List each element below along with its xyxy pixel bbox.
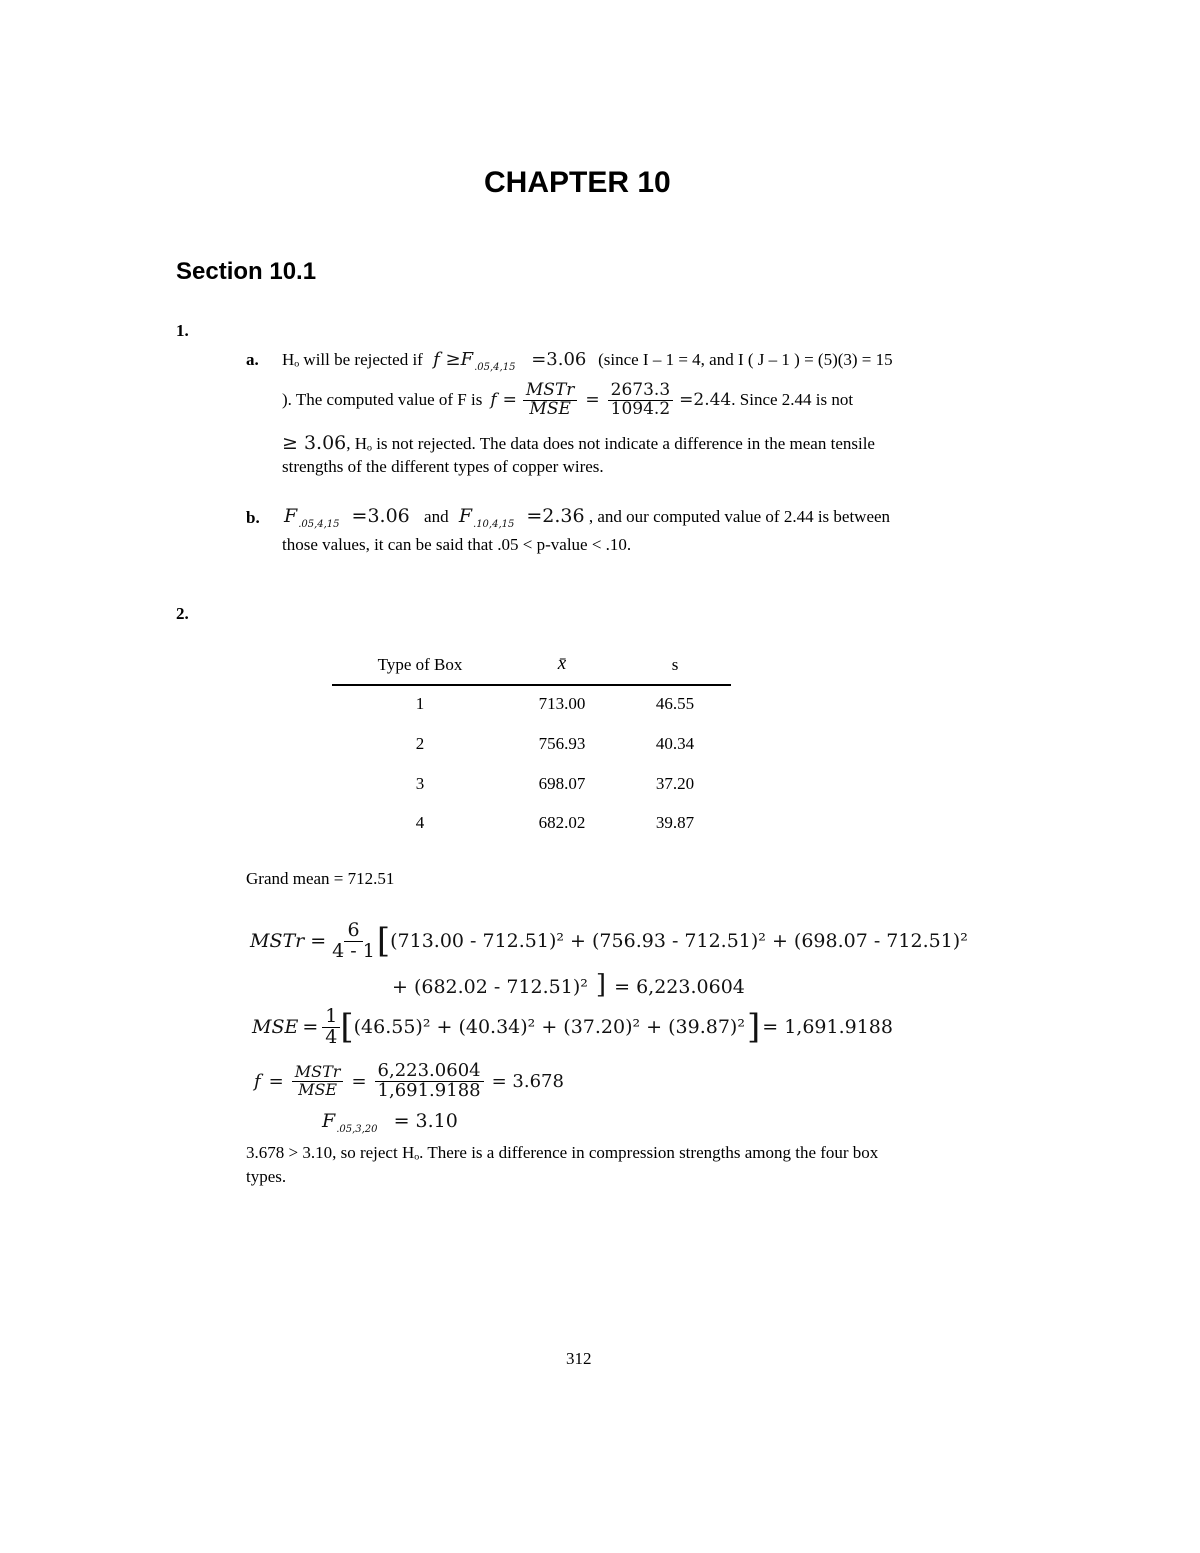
- mse-result: = 1,691.9188: [762, 1016, 893, 1038]
- ge-3-06: ≥ 3.06: [282, 432, 347, 454]
- problem-1a-text2: (since I – 1 = 4, and I ( J – 1 ) = (5)(3) = 15: [598, 350, 893, 369]
- table-cell-type: 3: [415, 774, 425, 793]
- table-cell-mean: 756.93: [538, 734, 586, 753]
- problem-1a-text3: ). The computed value of F is: [282, 390, 483, 409]
- problem-1a-text4: . Since 2.44 is not: [731, 390, 854, 409]
- table-cell-type: 1: [415, 694, 425, 713]
- problem-1b-text2: those values, it can be said that .05 < p-value < .10.: [282, 535, 632, 554]
- problem-1a-label: a.: [246, 350, 259, 369]
- problem-2-number: 2.: [176, 604, 189, 623]
- mstr-equation-line1: MSTr = $\frac{6}{4 - 1}$ [ (713.00 - 712.51)² + (756.93 - 712.51)² + (698.07 - 712.51)²: [250, 918, 968, 962]
- mstr-equation-line2: + (682.02 - 712.51)² ] = 6,223.0604: [392, 970, 745, 1000]
- chapter-title: CHAPTER 10: [484, 166, 671, 199]
- problem-1a-line3: [282, 432, 875, 455]
- problem-1a-line2: [282, 375, 853, 425]
- table-cell-s: 37.20: [655, 774, 695, 793]
- mstr-result: = 6,223.0604: [614, 976, 745, 998]
- problem-1a-text5: , Hₒ is not rejected. The data does not indicate a difference in the mean tensile: [346, 434, 875, 453]
- table-cell-s: 46.55: [655, 694, 695, 713]
- f-equation: f = $\frac{\text{MSTr}}{\text{MSE}}$ = $\frac{6,223.0604}{1,691.9188}$ = 3.678: [254, 1059, 564, 1101]
- problem-1a-text1: Hₒ will be rejected if: [282, 350, 423, 369]
- problem-1b-line1: [284, 505, 890, 536]
- table-cell-mean: 713.00: [538, 694, 586, 713]
- table-header-s: s: [671, 655, 679, 674]
- grand-mean: Grand mean = 712.51: [246, 869, 395, 888]
- problem-1-number: 1.: [176, 321, 189, 340]
- computed-f-equation: f = $\frac{\text{MSTr}}{\text{MSE}}$ = $\frac{2673.3}{1094.2}$ =2.44: [490, 379, 732, 419]
- table-cell-type: 2: [415, 734, 425, 753]
- table-header-rule: [332, 684, 731, 686]
- and-text: and: [424, 507, 449, 526]
- conclusion-line2: types.: [246, 1167, 287, 1186]
- f-critical-value: $F_{.05,3,20} = 3.10$: [322, 1110, 458, 1135]
- f-10-4-15: $F_{.10,4,15} =2.36$: [458, 505, 585, 530]
- problem-1b-text1: , and our computed value of 2.44 is between: [588, 507, 891, 526]
- section-title: Section 10.1: [176, 258, 317, 285]
- page-number: 312: [566, 1349, 592, 1368]
- f-result: = 3.678: [491, 1070, 564, 1092]
- problem-1b-label: b.: [246, 508, 260, 527]
- table-cell-s: 40.34: [655, 734, 695, 753]
- table-cell-s: 39.87: [655, 813, 695, 832]
- table-header-type: Type of Box: [377, 655, 463, 674]
- conclusion-line1: 3.678 > 3.10, so reject Hₒ. There is a difference in compression strengths among the four box: [246, 1143, 879, 1162]
- table-cell-mean: 682.02: [538, 813, 586, 832]
- table-header-mean: x̄: [557, 653, 567, 674]
- f-05-4-15: $F_{.05,4,15} =3.06$: [284, 505, 410, 530]
- mse-equation: MSE = $\frac{1}{4}$ [ (46.55)² + (40.34)² + (37.20)² + (39.87)² ] = 1,691.9188: [252, 1004, 893, 1048]
- rejection-criterion: $f \ge F_{.05,4,15} =3.06$: [433, 349, 587, 373]
- table-cell-type: 4: [415, 813, 425, 832]
- problem-1a-text6: strengths of the different types of copper wires.: [282, 457, 604, 476]
- table-cell-mean: 698.07: [538, 774, 586, 793]
